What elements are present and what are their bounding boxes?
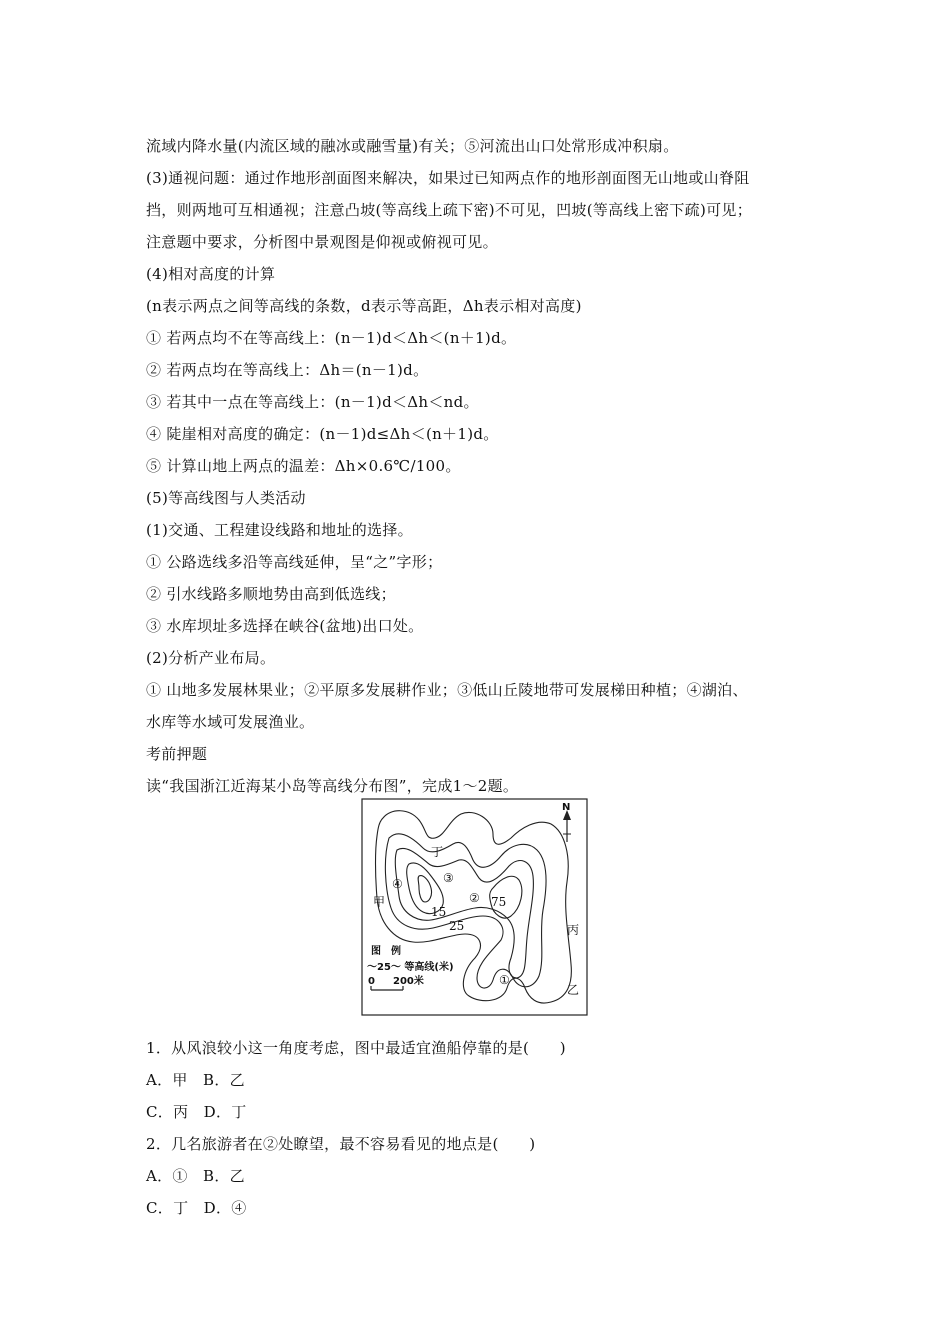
contour-map [361, 798, 588, 1016]
text-line: 挡，则两地可互相通视；注意凸坡(等高线上疏下密)不可见，凹坡(等高线上密下疏)可见； [146, 201, 753, 219]
legend-title: 图 例 [371, 946, 401, 957]
text-line: ① 公路选线多沿等高线延伸，呈“之”字形； [146, 553, 443, 571]
text-line: (1)交通、工程建设线路和地址的选择。 [146, 521, 413, 539]
place-jia: 甲 [373, 895, 386, 909]
question-2-options-ab: A．① B．乙 [146, 1167, 245, 1185]
section-heading: (5)等高线图与人类活动 [146, 489, 306, 507]
question-2: 2．几名旅游者在②处瞭望，最不容易看见的地点是( ) [146, 1135, 536, 1153]
question-1: 1．从风浪较小这一角度考虑，图中最适宜渔船停靠的是( ) [146, 1039, 566, 1057]
text-line: 流域内降水量(内流区域的融冰或融雪量)有关；⑤河流出山口处常形成冲积扇。 [146, 137, 679, 155]
question-1-options-ab: A．甲 B．乙 [146, 1071, 245, 1089]
text-line: ① 山地多发展林果业；②平原多发展耕作业；③低山丘陵地带可发展梯田种植；④湖泊、 [146, 681, 748, 699]
question-1-options-cd: C．丙 D．丁 [146, 1103, 247, 1121]
place-ding: 丁 [431, 845, 444, 859]
text-line: ③ 水库坝址多选择在峡谷(盆地)出口处。 [146, 617, 424, 635]
place-bing: 丙 [567, 923, 580, 937]
contour-label-75: 75 [491, 895, 507, 909]
text-line: 水库等水域可发展渔业。 [146, 713, 315, 731]
legend-contour: ～25～ 等高线(米) [367, 962, 454, 973]
text-line: (n表示两点之间等高线的条数，d表示等高距，Δh表示相对高度) [146, 297, 582, 315]
scale-distance: 200米 [393, 976, 424, 987]
contour-label-25: 25 [449, 919, 465, 933]
point-3: ③ [443, 871, 454, 885]
contour-map-figure [361, 798, 588, 1016]
text-line: ④ 陡崖相对高度的确定：(n－1)d≤Δh＜(n＋1)d。 [146, 425, 499, 443]
text-line: (3)通视问题：通过作地形剖面图来解决，如果过已知两点作的地形剖面图无山地或山脊阻 [146, 169, 750, 187]
scale-zero: 0 [368, 976, 375, 987]
point-4: ④ [392, 877, 403, 891]
question-intro: 读“我国浙江近海某小岛等高线分布图”，完成1～2题。 [146, 777, 519, 795]
contour-label-15: 15 [431, 905, 447, 919]
text-line: 注意题中要求，分析图中景观图是仰视或俯视可见。 [146, 233, 498, 251]
text-line: (2)分析产业布局。 [146, 649, 276, 667]
place-yi: 乙 [567, 983, 580, 997]
point-1: ① [499, 973, 510, 987]
north-label: N [562, 802, 571, 813]
question-2-options-cd: C．丁 D．④ [146, 1199, 247, 1217]
text-line: ① 若两点均不在等高线上：(n－1)d＜Δh＜(n＋1)d。 [146, 329, 517, 347]
point-2: ② [469, 891, 480, 905]
text-line: ② 引水线路多顺地势由高到低选线； [146, 585, 396, 603]
text-line: ⑤ 计算山地上两点的温差：Δh×0.6℃/100。 [146, 457, 461, 475]
text-line: ③ 若其中一点在等高线上：(n－1)d＜Δh＜nd。 [146, 393, 479, 411]
text-line: ② 若两点均在等高线上：Δh＝(n－1)d。 [146, 361, 429, 379]
section-heading: 考前押题 [146, 745, 208, 763]
section-heading: (4)相对高度的计算 [146, 265, 276, 283]
